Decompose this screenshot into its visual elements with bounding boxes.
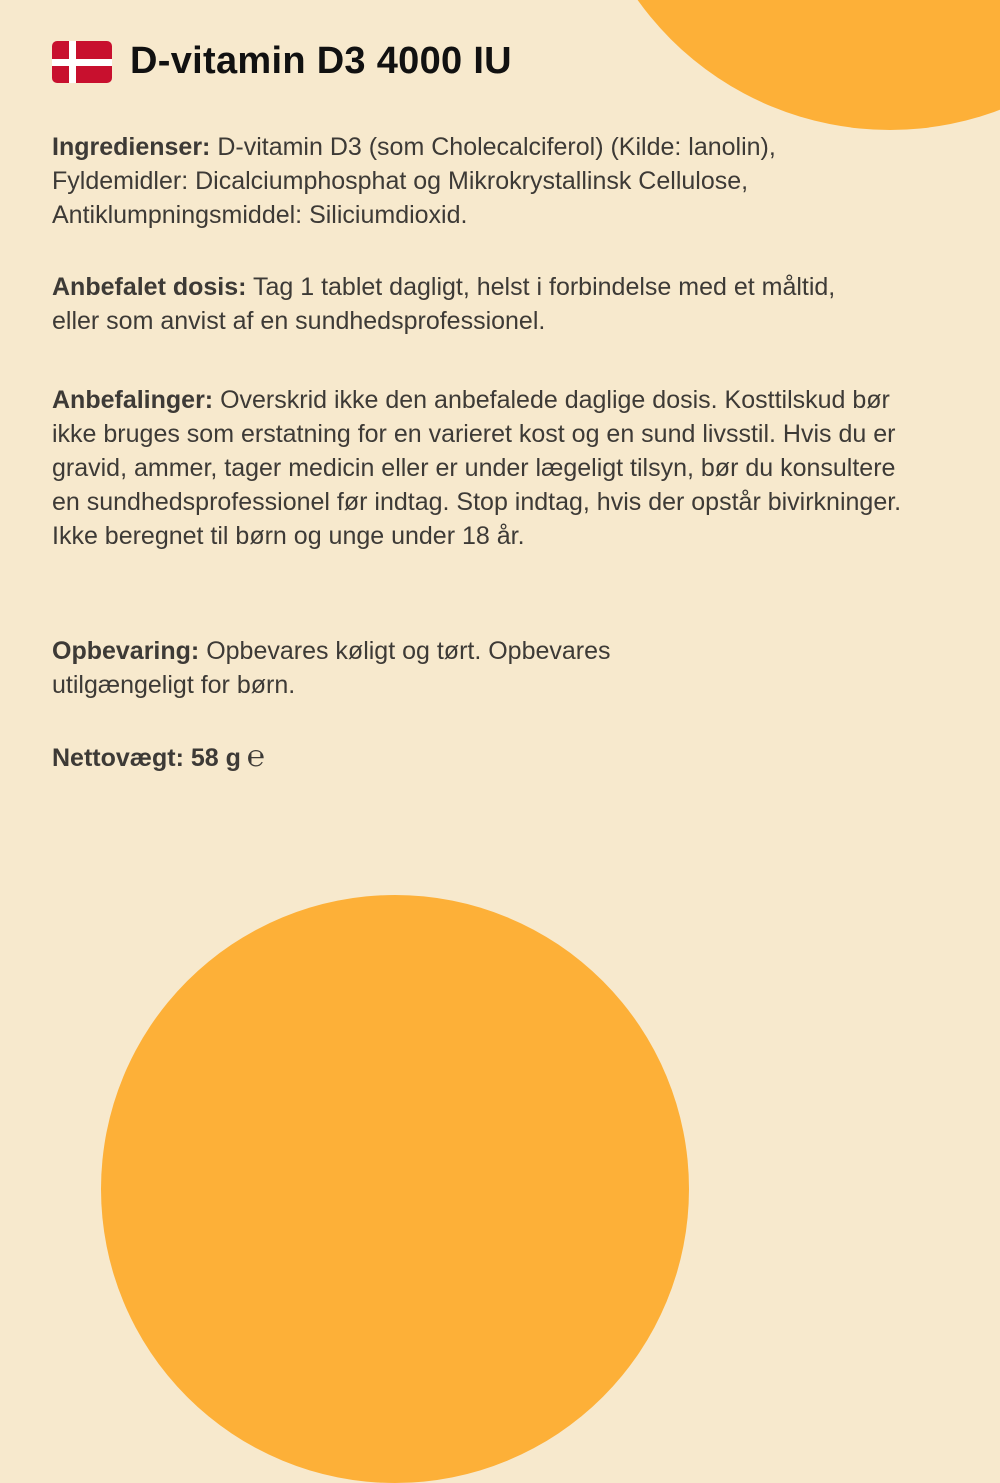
- header: [52, 40, 512, 83]
- section-label: Ingredienser:: [52, 133, 211, 161]
- section-label: Anbefalinger:: [52, 386, 214, 414]
- page-title: D-vitamin D3 4000 IU: [130, 40, 512, 82]
- decorative-circle-top: [580, 0, 1000, 130]
- estimated-sign-icon: ℮: [246, 739, 265, 774]
- section-label: Anbefalet dosis:: [52, 273, 247, 301]
- denmark-flag-icon: [52, 41, 112, 83]
- section-text: D-vitamin D3 (som Cholecalciferol) (Kilde: lanolin), Fyldemidler: Dicalciumphosphat og Mikrokrystallinsk Cellulose, Antiklumpningsmiddel: Siliciumdioxid.: [52, 133, 776, 229]
- storage-section: [52, 634, 742, 702]
- net-weight-label: Nettovægt: 58 g: [52, 744, 241, 772]
- section-text: Tag 1 tablet dagligt, helst i forbindelse med et måltid, eller som anvist af en sundhedsprofessionel.: [52, 273, 836, 335]
- section-text: Opbevares køligt og tørt. Opbevares utilgængeligt for børn.: [52, 637, 611, 699]
- recommendations-section: [52, 383, 922, 553]
- dosage-section: [52, 270, 872, 338]
- section-text: Overskrid ikke den anbefalede daglige dosis. Kosttilskud bør ikke bruges som erstatning for en varieret kost og en sund livsstil. Hvis du er gravid, ammer, tager medicin eller er under lægeligt tilsyn, bør du konsultere en sundhedsprofessionel før indtag. Stop indtag, hvis der opstår bivirkninger. Ikke beregnet til børn og unge under 18 år.: [52, 386, 902, 550]
- net-weight-section: [52, 740, 932, 775]
- section-label: Opbevaring:: [52, 637, 200, 665]
- decorative-circle-bottom: [101, 895, 689, 1483]
- ingredients-section: [52, 130, 812, 232]
